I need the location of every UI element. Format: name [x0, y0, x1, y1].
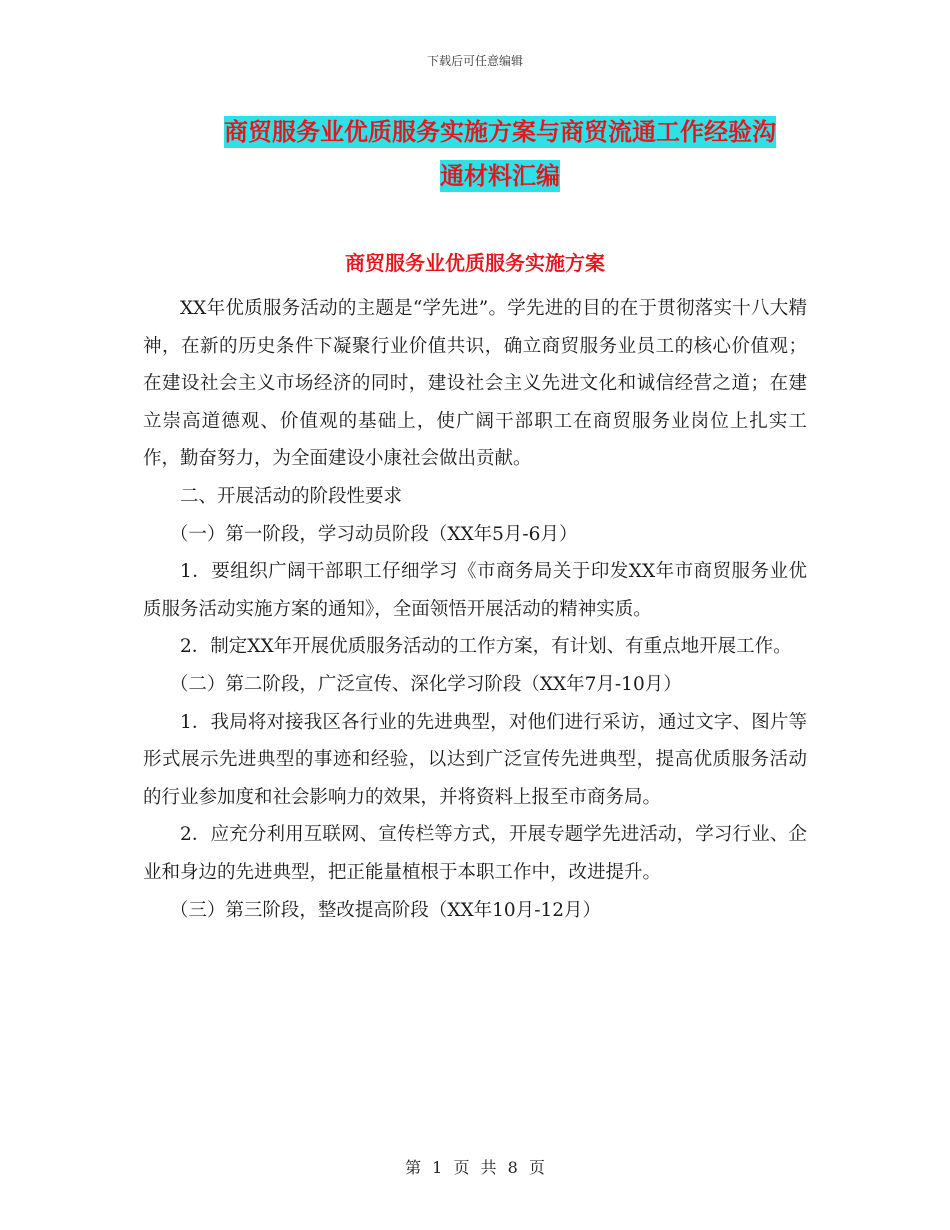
page-footer: 第 1 页 共 8 页 — [405, 1158, 545, 1177]
paragraph-intro: XX年优质服务活动的主题是“学先进”。学先进的目的在于贯彻落实十八大精神，在新的历史条件下凝聚行业价值共识，确立商贸服务业员工的核心价值观；在建设社会主义市场经济的同时，建设社会主义先进文化和诚信经营之道；在建立崇高道德观、价值观的基础上，使广阔干部职工在商贸服务业岗位上扎实工作，勤奋努力，为全面建设小康社会做出贡献。 — [143, 298, 807, 470]
document-title-line-2: 通材料汇编 — [440, 162, 560, 190]
page-header: 下载后可任意编辑 — [426, 54, 523, 68]
paragraph-stage-1-item-2: 2．制定XX年开展优质服务活动的工作方案，有计划、有重点地开展工作。 — [180, 636, 792, 658]
document-title-line-1: 商贸服务业优质服务实施方案与商贸流通工作经验沟 — [224, 118, 776, 146]
paragraph-stage-2: （二）第二阶段，广泛宣传、深化学习阶段（XX年7月-10月） — [169, 673, 682, 695]
section-title: 商贸服务业优质服务实施方案 — [345, 251, 605, 275]
paragraph-stage-2-item-1: 1．我局将对接我区各行业的先进典型，对他们进行采访，通过文字、图片等形式展示先进典型的事迹和经验，以达到广泛宣传先进典型，提高优质服务活动的行业参加度和社会影响力的效果，并将资料上报至市商务局。 — [143, 711, 807, 808]
document-body — [143, 290, 807, 929]
document-title — [150, 110, 850, 198]
paragraph-stage-3: （三）第三阶段，整改提高阶段（XX年10月-12月） — [169, 899, 601, 921]
paragraph-stage-1-item-1: 1．要组织广阔干部职工仔细学习《市商务局关于印发XX年市商贸服务业优质服务活动实施方案的通知》，全面领悟开展活动的精神实质。 — [143, 561, 807, 620]
paragraph-heading-stages: 二、开展活动的阶段性要求 — [180, 485, 403, 507]
paragraph-stage-2-item-2: 2．应充分利用互联网、宣传栏等方式，开展专题学先进活动，学习行业、企业和身边的先进典型，把正能量植根于本职工作中，改进提升。 — [143, 824, 807, 883]
paragraph-stage-1: （一）第一阶段，学习动员阶段（XX年5月-6月） — [169, 523, 578, 545]
